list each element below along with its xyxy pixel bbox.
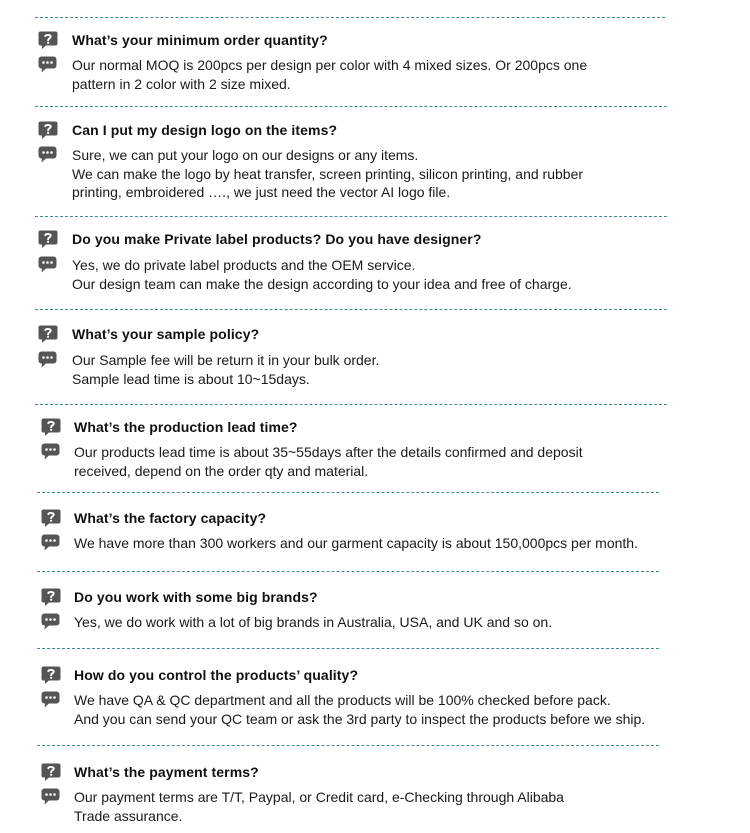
speech-bubble-icon [41, 534, 60, 551]
answer-line: Yes, we do work with a lot of big brands in Australia, USA, and UK and so on. [74, 614, 553, 630]
answer-line: We can make the logo by heat transfer, screen printing, silicon printing, and rubber [72, 165, 584, 182]
question-mark-icon [41, 588, 61, 606]
answer-line: And you can send your QC team or ask the 3rd party to inspect the products before we ship. [74, 710, 646, 727]
section-divider [37, 648, 659, 649]
speech-bubble-icon [41, 443, 60, 460]
faq-question: How do you control the products’ quality? [74, 667, 359, 683]
answer-line: We have QA & QC department and all the products will be 100% checked before pack. [74, 692, 611, 708]
faq-question: Do you make Private label products? Do you have designer? [72, 231, 482, 247]
faq-answer [74, 788, 564, 825]
question-mark-icon [38, 325, 58, 343]
answer-line: Sure, we can put your logo on our designs or any items. [72, 147, 419, 163]
faq-question: What’s the factory capacity? [74, 510, 267, 526]
question-mark-icon [41, 763, 61, 781]
answer-line: Trade assurance. [74, 807, 183, 824]
faq-question: What’s the payment terms? [74, 764, 259, 780]
faq-answer [72, 256, 572, 293]
section-divider [35, 216, 667, 217]
question-mark-icon [41, 666, 61, 684]
answer-line: Our normal MOQ is 200pcs per design per color with 4 mixed sizes. Or 200pcs one [72, 57, 588, 73]
section-divider [35, 404, 667, 405]
answer-line: Our design team can make the design according to your idea and free of charge. [72, 275, 572, 292]
faq-question: Do you work with some big brands? [74, 589, 318, 605]
speech-bubble-icon [41, 788, 60, 805]
answer-line: Our Sample fee will be return it in your bulk order. [72, 352, 380, 368]
faq-question: What’s your sample policy? [72, 326, 260, 342]
question-mark-icon [41, 509, 61, 527]
section-divider [35, 309, 667, 310]
speech-bubble-icon [41, 613, 60, 630]
question-mark-icon [41, 418, 61, 436]
speech-bubble-icon [41, 691, 60, 708]
question-mark-icon [38, 230, 58, 248]
speech-bubble-icon [38, 56, 57, 73]
section-divider [37, 745, 659, 746]
section-divider [35, 17, 665, 18]
section-divider [37, 571, 659, 572]
answer-line: We have more than 300 workers and our garment capacity is about 150,000pcs per month. [74, 535, 638, 551]
faq-question: Can I put my design logo on the items? [72, 122, 338, 138]
faq-answer [72, 146, 583, 202]
faq-question: What’s the production lead time? [74, 419, 298, 435]
answer-line: received, depend on the order qty and material. [74, 462, 369, 479]
answer-line: Sample lead time is about 10~15days. [72, 370, 310, 387]
faq-answer [74, 613, 552, 632]
question-mark-icon [38, 121, 58, 139]
faq-answer [72, 56, 587, 93]
speech-bubble-icon [38, 351, 57, 368]
speech-bubble-icon [38, 146, 57, 163]
section-divider [37, 492, 659, 493]
answer-line: printing, embroidered …., we just need the vector AI logo file. [72, 184, 451, 200]
answer-line: pattern in 2 color with 2 size mixed. [72, 75, 291, 92]
answer-line: Our products lead time is about 35~55days after the details confirmed and deposit [74, 444, 583, 460]
faq-answer [72, 351, 379, 388]
section-divider [35, 106, 667, 107]
answer-line: Yes, we do private label products and the OEM service. [72, 257, 416, 273]
faq-answer [74, 443, 583, 480]
question-mark-icon [38, 31, 58, 49]
faq-question: What’s your minimum order quantity? [72, 32, 328, 48]
speech-bubble-icon [38, 256, 57, 273]
faq-answer [74, 691, 645, 728]
answer-line: Our payment terms are T/T, Paypal, or Credit card, e-Checking through Alibaba [74, 789, 564, 805]
faq-answer [74, 534, 638, 553]
